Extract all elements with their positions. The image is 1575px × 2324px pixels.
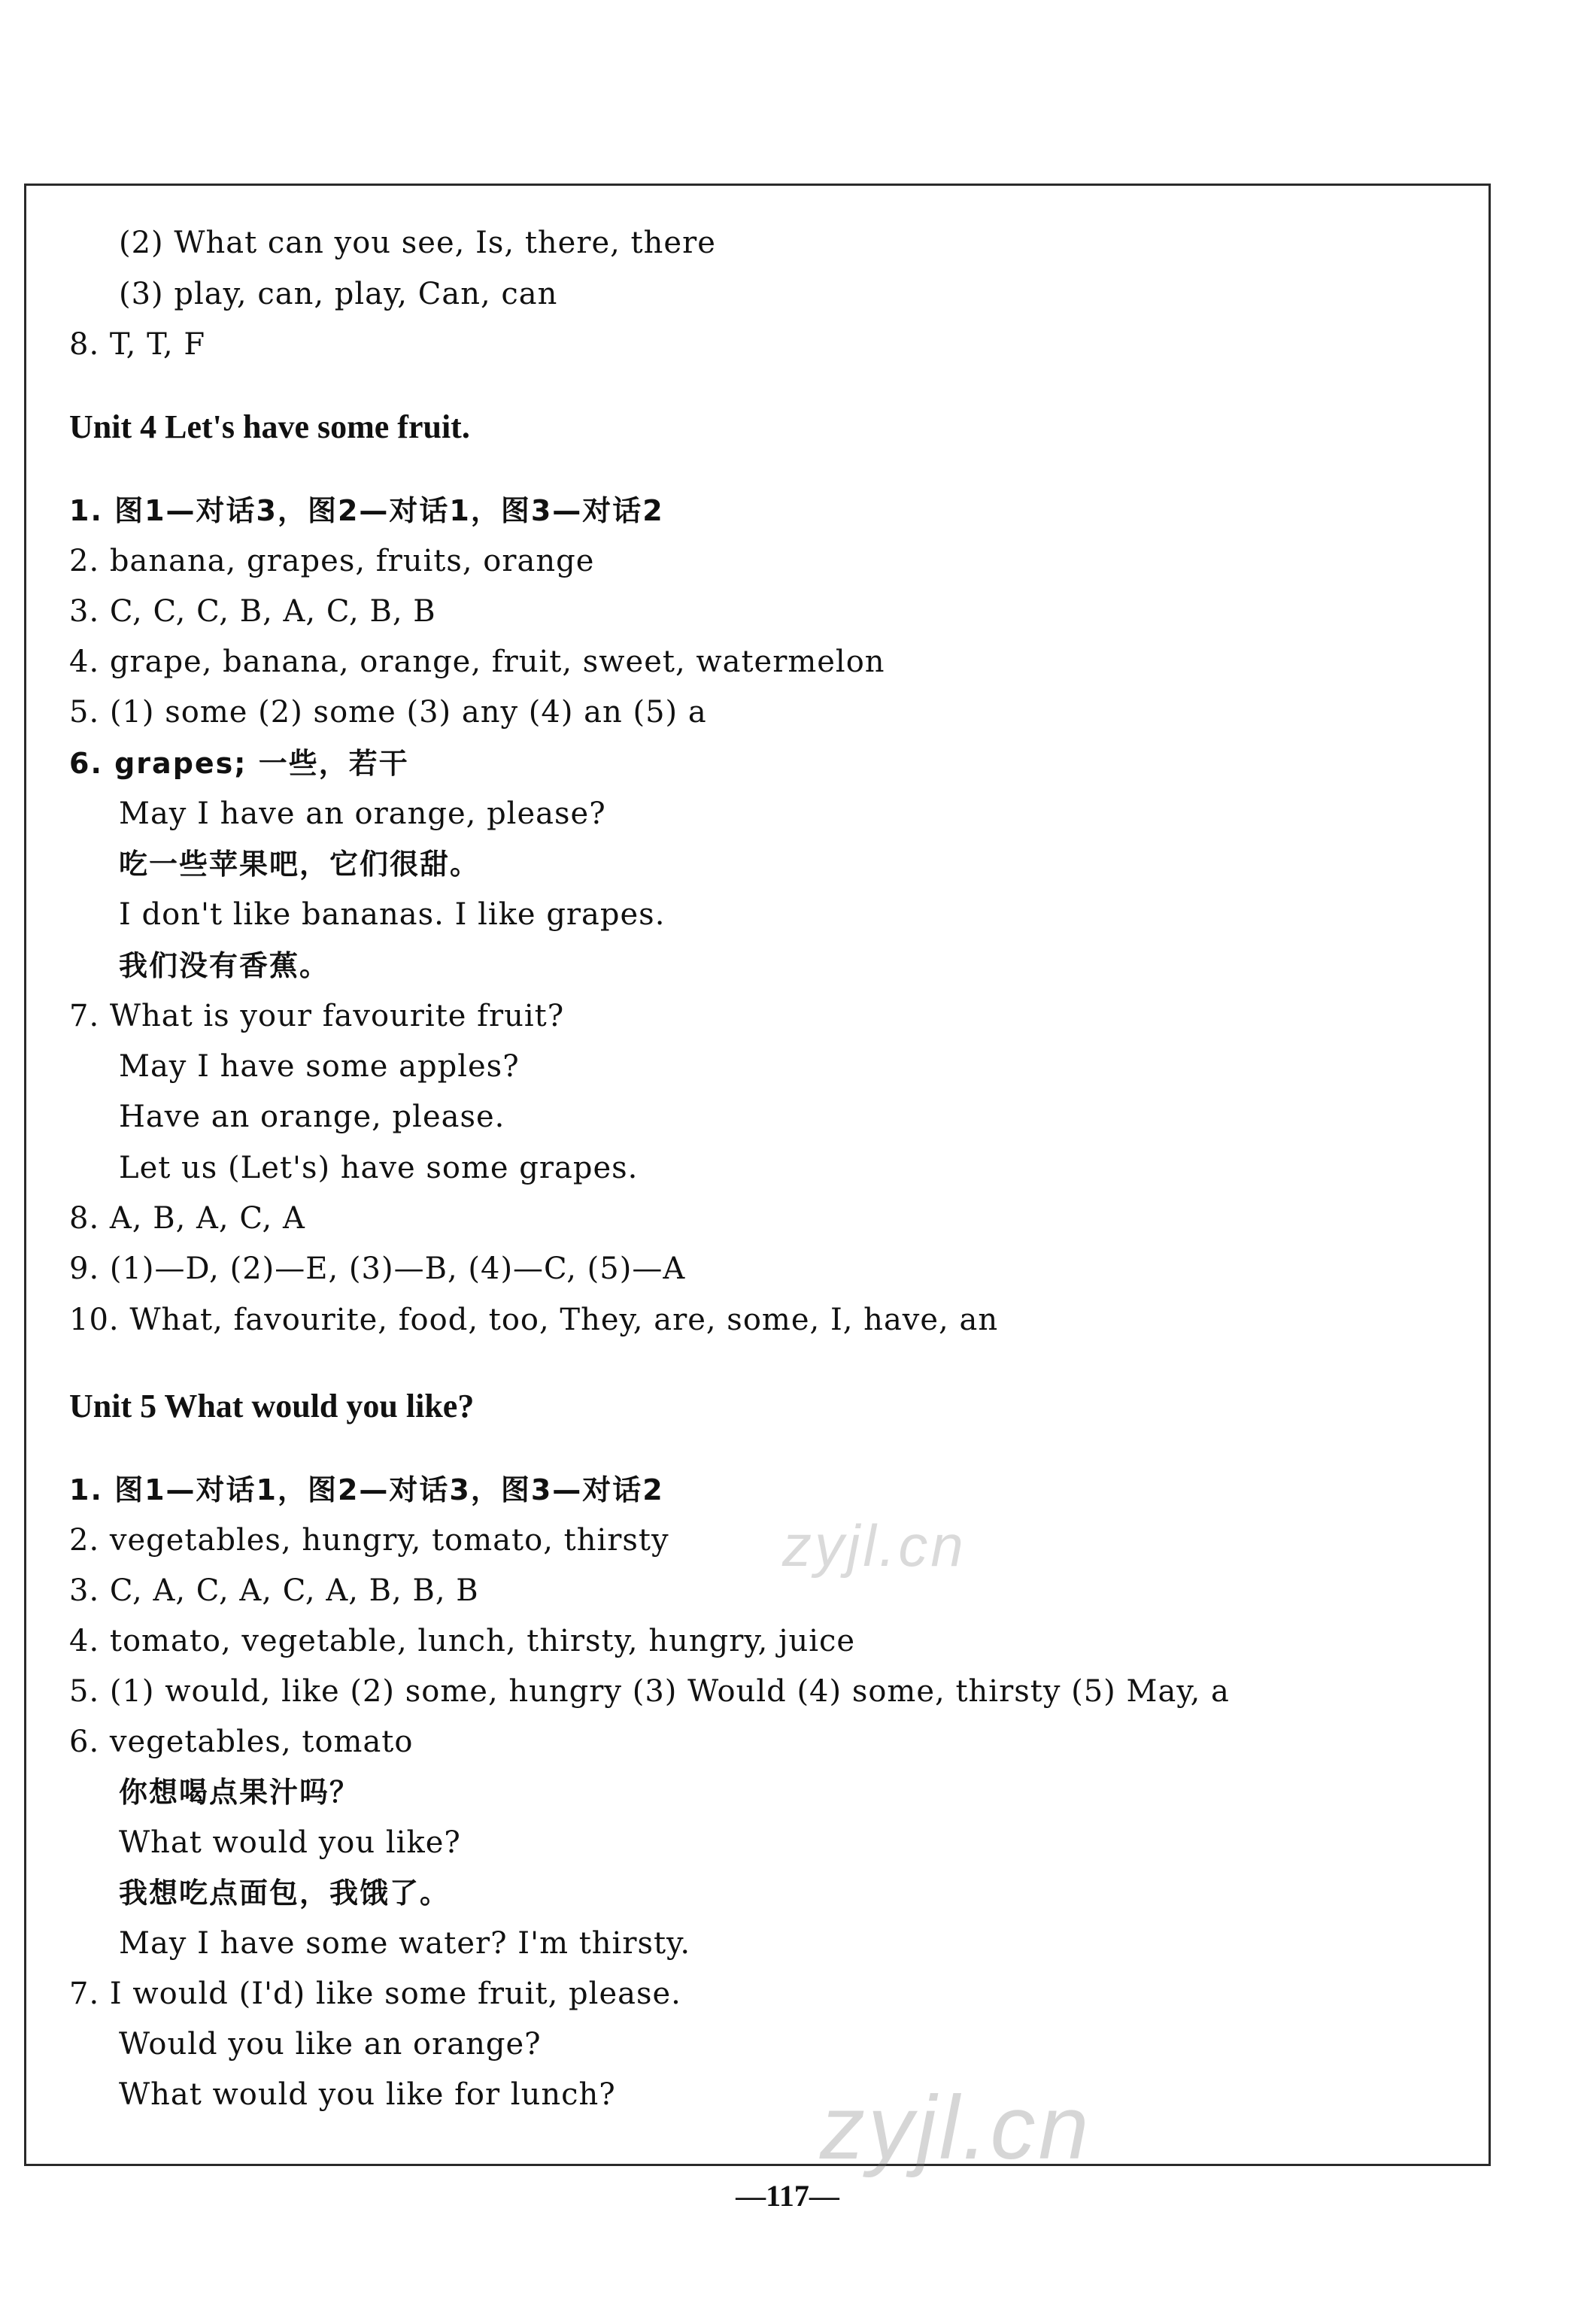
answer-line: 我们没有香蕉。 <box>119 949 330 982</box>
answer-line: May I have some water? I'm thirsty. <box>119 1926 691 1961</box>
answer-line: 6. vegetables, tomato <box>69 1725 414 1759</box>
answer-line: 2. vegetables, hungry, tomato, thirsty <box>69 1523 669 1558</box>
answer-line: 我想吃点面包，我饿了。 <box>119 1876 451 1910</box>
answer-line: 3. C, C, C, B, A, C, B, B <box>69 594 436 629</box>
section-heading-unit5: Unit 5 What would you like? <box>69 1388 475 1424</box>
watermark-logo: zyjl.cn <box>782 1512 967 1579</box>
answer-line: 你想喝点果汁吗？ <box>119 1776 360 1809</box>
answer-line: 9. (1)—D, (2)—E, (3)—B, (4)—C, (5)—A <box>69 1252 686 1286</box>
page-number: —117— <box>736 2179 839 2213</box>
answer-line: 6. grapes; 一些，若干 <box>69 747 409 780</box>
answer-line: Would you like an orange? <box>119 2027 542 2062</box>
answer-line: 8. T, T, F <box>69 327 206 362</box>
answer-line: 7. What is your favourite fruit? <box>69 999 565 1033</box>
watermark-logo: zyjl.cn <box>820 2077 1092 2178</box>
answer-line: 3. C, A, C, A, C, A, B, B, B <box>69 1573 479 1608</box>
answer-line: 5. (1) would, like (2) some, hungry (3) Would (4) some, thirsty (5) May, a <box>69 1674 1230 1709</box>
section-heading-unit4: Unit 4 Let's have some fruit. <box>69 408 470 445</box>
answer-line: 4. tomato, vegetable, lunch, thirsty, hungry, juice <box>69 1624 856 1658</box>
answer-line: May I have some apples? <box>119 1049 520 1084</box>
answer-line: 7. I would (I'd) like some fruit, please. <box>69 1977 681 2011</box>
answer-line: What would you like for lunch? <box>119 2077 616 2112</box>
answer-line: I don't like bananas. I like grapes. <box>119 897 666 932</box>
answer-line: Have an orange, please. <box>119 1100 505 1134</box>
answer-line: May I have an orange, please? <box>119 796 606 831</box>
answer-line: 吃一些苹果吧，它们很甜。 <box>119 848 481 881</box>
answer-line: 1. 图1—对话3，图2—对话1，图3—对话2 <box>69 494 664 527</box>
answer-line: 8. A, B, A, C, A <box>69 1201 305 1236</box>
answer-line: 4. grape, banana, orange, fruit, sweet, watermelon <box>69 645 885 679</box>
answer-line: 5. (1) some (2) some (3) any (4) an (5) a <box>69 695 707 730</box>
answer-line: 10. What, favourite, food, too, They, are, some, I, have, an <box>69 1303 999 1337</box>
answer-line: 1. 图1—对话1，图2—对话3，图3—对话2 <box>69 1473 664 1506</box>
answer-line: (3) play, can, play, Can, can <box>119 277 558 311</box>
answer-line: (2) What can you see, Is, there, there <box>119 226 716 260</box>
answer-line: Let us (Let's) have some grapes. <box>119 1151 639 1185</box>
answer-line: What would you like? <box>119 1825 461 1860</box>
answer-line: 2. banana, grapes, fruits, orange <box>69 544 595 578</box>
